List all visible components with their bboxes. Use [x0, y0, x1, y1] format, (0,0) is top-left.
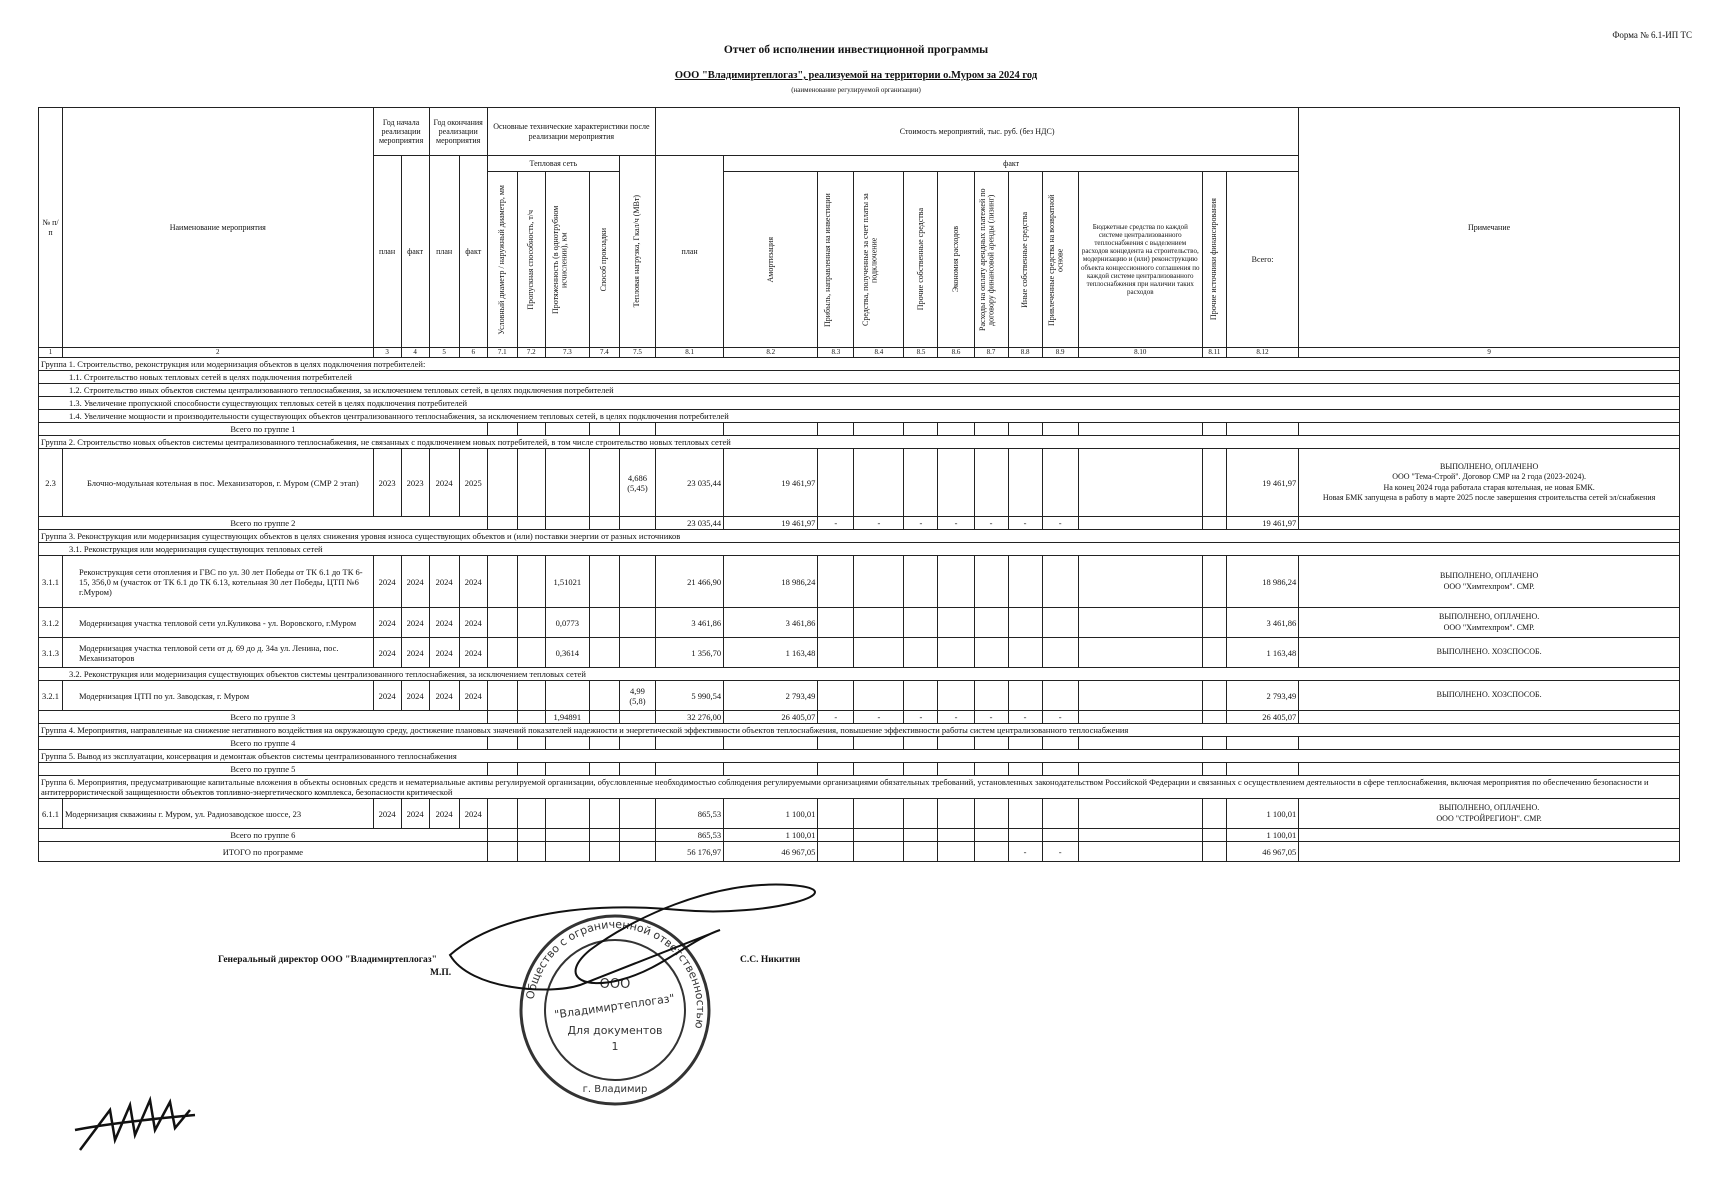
- start-fact: 2024: [401, 681, 429, 711]
- end-fact: 2024: [459, 638, 487, 668]
- col-number: 1: [39, 348, 63, 358]
- end-fact-header: факт: [459, 156, 487, 348]
- group-1-total-row: [39, 423, 1680, 436]
- start-plan: 2024: [373, 608, 401, 638]
- total-value: 18 986,24: [1226, 556, 1298, 608]
- svg-text:"Владимиртеплогаз": "Владимиртеплогаз": [553, 991, 676, 1022]
- svg-text:Общество с ограниченной ответс: Общество с ограниченной ответственностью: [523, 917, 708, 1030]
- load-value: 4,686 (5,45): [619, 449, 655, 517]
- col-number: 8.7: [974, 348, 1008, 358]
- load-value: 4,99 (5,8): [619, 681, 655, 711]
- cost-plan-header: план: [656, 156, 724, 348]
- row-num: 3.1.1: [39, 556, 63, 608]
- group-4-total-label: Всего по группе 4: [39, 737, 488, 750]
- end-fact: 2025: [459, 449, 487, 517]
- row-name: Блочно-модульная котельная в пос. Механизаторов, г. Муром (СМР 2 этап): [63, 449, 374, 517]
- amort-value: 19 461,97: [724, 449, 818, 517]
- cost-plan: 23 035,44: [656, 449, 724, 517]
- grand-total-total: 46 967,05: [1226, 842, 1298, 862]
- end-fact: 2024: [459, 608, 487, 638]
- grand-total-amort: 46 967,05: [724, 842, 818, 862]
- grand-total-label: ИТОГО по программе: [39, 842, 488, 862]
- col-number: 7.2: [517, 348, 545, 358]
- group-2-total-total: 19 461,97: [1226, 517, 1298, 530]
- col-number: 8.5: [904, 348, 938, 358]
- col-number: 8.2: [724, 348, 818, 358]
- diameter-header: Условный диаметр / наружный диаметр, мм: [487, 172, 517, 348]
- amort-value: 3 461,86: [724, 608, 818, 638]
- cost-fact-header: факт: [724, 156, 1299, 172]
- group-2-total-plan: 23 035,44: [656, 517, 724, 530]
- start-fact: 2024: [401, 638, 429, 668]
- row-name: Модернизация участка тепловой сети от д. 69 до д. 34а ул. Ленина, пос. Механизаторов: [63, 638, 374, 668]
- dash: -: [1042, 711, 1078, 724]
- end-fact: 2024: [459, 556, 487, 608]
- group-3-total-length: 1,94891: [545, 711, 589, 724]
- dash: -: [818, 517, 854, 530]
- cost-plan: 21 466,90: [656, 556, 724, 608]
- row-num: 2.3: [39, 449, 63, 517]
- cost-header: Стоимость мероприятий, тыс. руб. (без НДС): [656, 108, 1299, 156]
- dash: -: [1008, 842, 1042, 862]
- amort-value: 18 986,24: [724, 556, 818, 608]
- dash: -: [974, 517, 1008, 530]
- dash: -: [904, 517, 938, 530]
- remark-header: Примечание: [1299, 108, 1680, 348]
- col-number: 8.11: [1202, 348, 1226, 358]
- end-plan: 2024: [429, 799, 459, 829]
- total-value: 1 100,01: [1226, 799, 1298, 829]
- row-remark: ВЫПОЛНЕНО, ОПЛАЧЕНО. ООО "СТРОЙРЕГИОН". СМР.: [1299, 799, 1680, 829]
- dash: -: [818, 711, 854, 724]
- group-3-total-total: 26 405,07: [1226, 711, 1298, 724]
- method-header: Способ прокладки: [589, 172, 619, 348]
- row-remark: ВЫПОЛНЕНО. ХОЗСПОСОБ.: [1299, 638, 1680, 668]
- form-number: Форма № 6.1-ИП ТС: [1612, 30, 1692, 40]
- start-plan-header: план: [373, 156, 401, 348]
- svg-text:1: 1: [611, 1040, 619, 1053]
- row-name: Модернизация ЦТП по ул. Заводская, г. Муром: [63, 681, 374, 711]
- col-number: 7.5: [619, 348, 655, 358]
- cost-plan: 5 990,54: [656, 681, 724, 711]
- group-1-total-label: Всего по группе 1: [39, 423, 488, 436]
- col-number: 8.3: [818, 348, 854, 358]
- col-number: 8.4: [854, 348, 904, 358]
- profit-header: Прибыль, направленная на инвестиции: [818, 172, 854, 348]
- group-6-total-plan: 865,53: [656, 829, 724, 842]
- start-plan: 2023: [373, 449, 401, 517]
- group-1-item: 1.3. Увеличение пропускной способности существующих тепловых сетей в целях подключения потребителей: [39, 397, 1680, 410]
- end-plan: 2024: [429, 681, 459, 711]
- load-header: Тепловая нагрузка, Гкал/ч (МВт): [619, 156, 655, 348]
- row-name: Модернизация скважины г. Муром, ул. Радиозаводское шоссе, 23: [63, 799, 374, 829]
- col-number: 7.3: [545, 348, 589, 358]
- col-number: 8.12: [1226, 348, 1298, 358]
- svg-text:г. Владимир: г. Владимир: [582, 1084, 648, 1095]
- dash: -: [1042, 842, 1078, 862]
- table-row: [39, 449, 1680, 517]
- group-3-sub1: 3.1. Реконструкция или модернизация существующих тепловых сетей: [39, 543, 1680, 556]
- col-number: 3: [373, 348, 401, 358]
- start-fact: 2024: [401, 608, 429, 638]
- dash: -: [1042, 517, 1078, 530]
- network-header: Тепловая сеть: [487, 156, 619, 172]
- economy-header: Экономия расходов: [938, 172, 974, 348]
- length-header: Протяженность (в однотрубном исчислении), км: [545, 172, 589, 348]
- group-3-total-row: [39, 711, 1680, 724]
- row-name: Модернизация участка тепловой сети ул.Куликова - ул. Воровского, г.Муром: [63, 608, 374, 638]
- dash: -: [1008, 711, 1042, 724]
- connect-header: Средства, полученные за счет платы за подключение: [854, 172, 904, 348]
- table-row: [39, 608, 1680, 638]
- total-value: 19 461,97: [1226, 449, 1298, 517]
- length-value: 0,3614: [545, 638, 589, 668]
- group-3-total-amort: 26 405,07: [724, 711, 818, 724]
- group-2-total-amort: 19 461,97: [724, 517, 818, 530]
- col-number: 5: [429, 348, 459, 358]
- other-src-header: Прочие источники финансирования: [1202, 172, 1226, 348]
- group-3-sub2: 3.2. Реконструкция или модернизация существующих объектов системы централизованного теплоснабжения, за исключением тепловых сетей: [39, 668, 1680, 681]
- col-number: 9: [1299, 348, 1680, 358]
- length-value: 1,51021: [545, 556, 589, 608]
- group-2-total-label: Всего по группе 2: [39, 517, 488, 530]
- group-6-title: Группа 6. Мероприятия, предусматривающие капитальные вложения в объекты основных средств и нематериальные активы регулируемой организации, обусловленные необходимостью соблюдения регулируемыми организациями обязательных требований, установленных законодательством Российской Федерации и связанных с осуществлением деятельности в сфере теплоснабжения, включая мероприятия по обеспечению безопасности и антитеррористической защищенности объектов топливно-энергетического комплекса, безопасности критической: [39, 776, 1680, 799]
- col-number: 8.1: [656, 348, 724, 358]
- start-fact-header: факт: [401, 156, 429, 348]
- col-number: 7.1: [487, 348, 517, 358]
- group-3-total-plan: 32 276,00: [656, 711, 724, 724]
- group-6-total-row: [39, 829, 1680, 842]
- capacity-header: Пропускная способность, т/ч: [517, 172, 545, 348]
- group-4-title: Группа 4. Мероприятия, направленные на снижение негативного воздействия на окружающую среду, достижение плановых значений показателей надежности и энергетической эффективности объектов теплоснабжения, повышение эффективности работы систем централизованного теплоснабжения: [39, 724, 1680, 737]
- grand-total-plan: 56 176,97: [656, 842, 724, 862]
- row-num: 3.2.1: [39, 681, 63, 711]
- own-header: Прочие собственные средства: [904, 172, 938, 348]
- total-value: 1 163,48: [1226, 638, 1298, 668]
- group-1-title: Группа 1. Строительство, реконструкция или модернизация объектов в целях подключения потребителей:: [39, 358, 1680, 371]
- budget-header: Бюджетные средства по каждой системе централизованного теплоснабжения с выделением расходов концедента на строительство, модернизацию и (или) реконструкцию объекта концессионного соглашения по каждой системе централизованного теплоснабжения при наличии таких расходов: [1078, 172, 1202, 348]
- group-1-item: 1.4. Увеличение мощности и производительности существующих объектов централизованного теплоснабжения, за исключением тепловых сетей, в целях подключения потребителей: [39, 410, 1680, 423]
- report-subtitle: ООО "Владимиртеплогаз", реализуемой на территории о.Муром за 2024 год: [674, 70, 1038, 81]
- row-num: 3.1.2: [39, 608, 63, 638]
- group-2-total-row: [39, 517, 1680, 530]
- group-5-total-label: Всего по группе 5: [39, 763, 488, 776]
- amort-header: Амортизация: [724, 172, 818, 348]
- col-num-header: № п/п: [39, 108, 63, 348]
- end-plan: 2024: [429, 638, 459, 668]
- start-plan: 2024: [373, 638, 401, 668]
- cost-plan: 865,53: [656, 799, 724, 829]
- col-number: 2: [63, 348, 374, 358]
- dash: -: [938, 517, 974, 530]
- col-number: 6: [459, 348, 487, 358]
- col-number: 4: [401, 348, 429, 358]
- dash: -: [1008, 517, 1042, 530]
- group-1-item: 1.2. Строительство иных объектов системы централизованного теплоснабжения, за исключением тепловых сетей, в целях подключения потребителей: [39, 384, 1680, 397]
- table-row: [39, 638, 1680, 668]
- end-fact: 2024: [459, 799, 487, 829]
- tech-header: Основные технические характеристики после реализации мероприятия: [487, 108, 655, 156]
- other-own-header: Иные собственные средства: [1008, 172, 1042, 348]
- table-row: [39, 681, 1680, 711]
- signature-icon: [430, 880, 850, 1000]
- dash: -: [904, 711, 938, 724]
- group-3-title: Группа 3. Реконструкция или модернизация существующих объектов в целях снижения уровня износа существующих объектов и (или) поставки энергии от разных источников: [39, 530, 1680, 543]
- col-number: 8.8: [1008, 348, 1042, 358]
- group-4-total-row: [39, 737, 1680, 750]
- col-start-header: Год начала реализации мероприятия: [373, 108, 429, 156]
- cost-plan: 1 356,70: [656, 638, 724, 668]
- start-plan: 2024: [373, 799, 401, 829]
- end-fact: 2024: [459, 681, 487, 711]
- group-2-title: Группа 2. Строительство новых объектов системы централизованного теплоснабжения, не связанных с подключением новых потребителей, в том числе строительство новых тепловых сетей: [39, 436, 1680, 449]
- svg-text:Для документов: Для документов: [567, 1024, 663, 1037]
- signatory-position: Генеральный директор ООО "Владимиртеплогаз": [218, 955, 437, 965]
- row-num: 6.1.1: [39, 799, 63, 829]
- col-number: 8.6: [938, 348, 974, 358]
- table-row: [39, 556, 1680, 608]
- start-fact: 2023: [401, 449, 429, 517]
- lease-header: Расходы на оплату арендных платежей по договору финансовой аренды (лизинг): [974, 172, 1008, 348]
- report-title: Отчет об исполнении инвестиционной программы: [723, 44, 989, 56]
- start-plan: 2024: [373, 556, 401, 608]
- group-5-title: Группа 5. Вывод из эксплуатации, консервация и демонтаж объектов системы централизованного теплоснабжения: [39, 750, 1680, 763]
- group-6-total-amort: 1 100,01: [724, 829, 818, 842]
- group-5-total-row: [39, 763, 1680, 776]
- row-remark: ВЫПОЛНЕНО. ХОЗСПОСОБ.: [1299, 681, 1680, 711]
- row-remark: ВЫПОЛНЕНО, ОПЛАЧЕНО. ООО "Химтехпром". СМР.: [1299, 608, 1680, 638]
- column-number-row: [39, 348, 1680, 358]
- grand-total-row: [39, 842, 1680, 862]
- col-number: 8.10: [1078, 348, 1202, 358]
- start-fact: 2024: [401, 799, 429, 829]
- group-6-total-total: 1 100,01: [1226, 829, 1298, 842]
- row-remark: ВЫПОЛНЕНО, ОПЛАЧЕНО ООО "Химтехпром". СМР.: [1299, 556, 1680, 608]
- dash: -: [854, 711, 904, 724]
- signatory-name: С.С. Никитин: [740, 955, 801, 965]
- col-name-header: Наименование мероприятия: [63, 108, 374, 348]
- end-plan: 2024: [429, 449, 459, 517]
- total-value: 2 793,49: [1226, 681, 1298, 711]
- start-fact: 2024: [401, 556, 429, 608]
- col-number: 7.4: [589, 348, 619, 358]
- table-row: [39, 799, 1680, 829]
- amort-value: 1 163,48: [724, 638, 818, 668]
- dash: -: [974, 711, 1008, 724]
- length-value: 0,0773: [545, 608, 589, 638]
- total-value: 3 461,86: [1226, 608, 1298, 638]
- row-name: Реконструкция сети отопления и ГВС по ул. 30 лет Победы от ТК 6.1 до ТК 6-15, 356,0 м (участок от ТК 6.1 до ТК 6.13, котельная 30 лет Победы, ЦТП №6 г.Муром): [63, 556, 374, 608]
- end-plan: 2024: [429, 608, 459, 638]
- total-header: Всего:: [1226, 172, 1298, 348]
- col-number: 8.9: [1042, 348, 1078, 358]
- borrowed-header: Привлеченные средства на возвратной основе: [1042, 172, 1078, 348]
- investment-table: [38, 107, 1680, 862]
- dash: -: [938, 711, 974, 724]
- group-1-item: 1.1. Строительство новых тепловых сетей в целях подключения потребителей: [39, 371, 1680, 384]
- col-end-header: Год окончания реализации мероприятия: [429, 108, 487, 156]
- initials-signature-icon: [70, 1080, 200, 1160]
- end-plan: 2024: [429, 556, 459, 608]
- svg-text:ООО: ООО: [599, 977, 631, 992]
- start-plan: 2024: [373, 681, 401, 711]
- dash: -: [854, 517, 904, 530]
- group-3-total-label: Всего по группе 3: [39, 711, 488, 724]
- end-plan-header: план: [429, 156, 459, 348]
- seal-place-label: М.П.: [430, 968, 452, 978]
- row-num: 3.1.3: [39, 638, 63, 668]
- report-subnote: (наименование регулируемой организации): [791, 86, 921, 94]
- group-6-total-label: Всего по группе 6: [39, 829, 488, 842]
- cost-plan: 3 461,86: [656, 608, 724, 638]
- amort-value: 1 100,01: [724, 799, 818, 829]
- amort-value: 2 793,49: [724, 681, 818, 711]
- row-remark: ВЫПОЛНЕНО, ОПЛАЧЕНО ООО "Тема-Строй". Договор СМР на 2 года (2023-2024). На конец 2024 года работала старая котельная, не новая БМК. Новая БМК запущена в работу в марте 2025 после завершения строительства сетей эл/снабжения: [1299, 449, 1680, 517]
